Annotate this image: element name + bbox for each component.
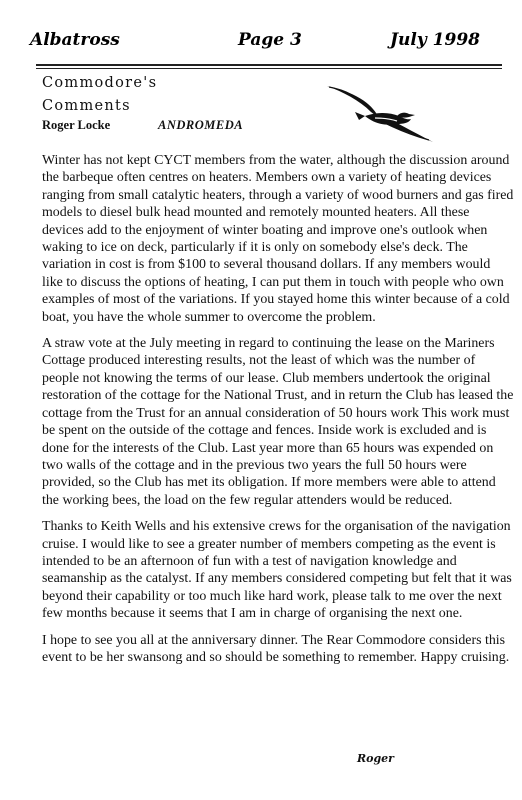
section-title-line1: Commodore's <box>42 75 158 91</box>
seagull-icon <box>325 82 435 144</box>
paragraph: Thanks to Keith Wells and his extensive crews for the organisation of the navigation cruise. I would like to see a greater number of members competing as the event is intended to be an afternoon of fun with a test of navigation knowledge and seamanship as the catalyst. If any members considered competing but felt that it was beyond their capability or too much like hard work, please talk to me over the next few months because it seems that I am in charge of organising the next one. <box>42 519 512 622</box>
section-title <box>42 72 302 118</box>
paragraph: A straw vote at the July meeting in regard to continuing the lease on the Mariners Cottage produced interesting results, not the least of which was the number of people not knowing the terms of our lease. Club members undertook the original restoration of the cottage for the National Trust, and in return the Club has leased the cottage from the Trust for an annual consideration of 50 hours work This work must be spent on the outside of the cottage and fences. Inside work is excluded and is done for the interests of the Club. Last year more than 65 hours was expended on two walls of the cottage and in the previous two years the full 50 hours were provided, so the Club has met its obligation. If more members were able to attend the working bees, the load on the few regular attenders would be reduced. <box>42 336 514 508</box>
paragraph: I hope to see you all at the anniversary dinner. The Rear Commodore considers this event to be her swansong and so should be something to remember. Happy cruising. <box>42 632 510 665</box>
publication-title: Albatross <box>30 30 120 50</box>
byline <box>42 118 342 133</box>
author-name: Roger Locke <box>42 118 111 132</box>
issue-date: July 1998 <box>390 30 480 50</box>
paragraph: Winter has not kept CYCT members from the water, although the discussion around the barbeque often centres on heaters. Members own a variety of heating devices ranging from small catalytic heaters, through a variety of wood burners and gas fired models to diesel bulk head mounted and remotely mounted heaters. All these devices add to the enjoyment of winter boating and improve one's outlook when waking to ice on deck, particularly if it is only on somebody else's deck. The variation in cost is from $100 to several thousand dollars. If any members would like to discuss the options of heating, I can put them in touch with people who own examples of most of the variations. If you stayed home this winter because of a cold boat, you have the whole summer to overcome the problem. <box>42 153 514 325</box>
header-rule <box>36 64 502 66</box>
boat-name: ANDROMEDA <box>158 118 244 132</box>
signature: Roger <box>357 752 394 765</box>
page-header <box>30 30 500 56</box>
page-number: Page 3 <box>238 30 302 50</box>
article-body <box>42 152 514 675</box>
section-title-line2: Comments <box>42 98 131 114</box>
header-rule-thin <box>36 68 502 69</box>
